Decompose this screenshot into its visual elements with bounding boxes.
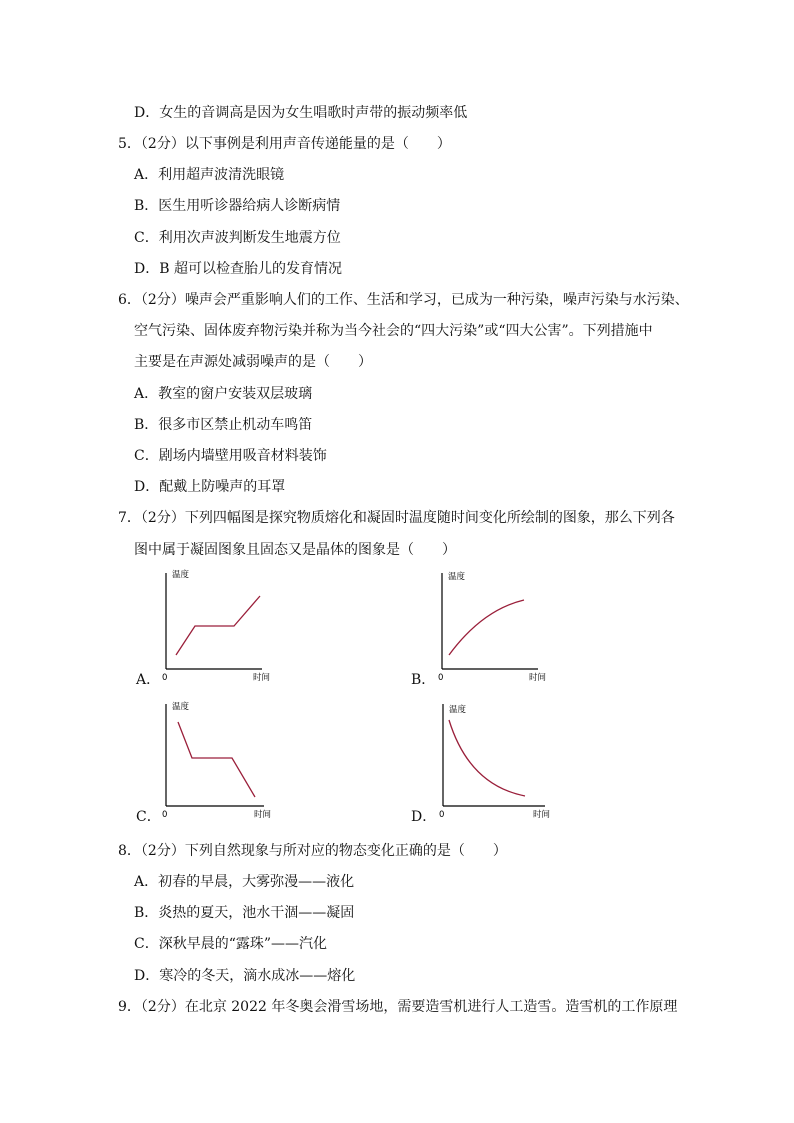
q4-option-d: D．女生的音调高是因为女生唱歌时声带的振动频率低 bbox=[134, 105, 468, 121]
q8-option-b: B．炎热的夏天，池水干涸——凝固 bbox=[134, 905, 355, 921]
q8-option-d: D．寒冷的冬天，滴水成冰——熔化 bbox=[134, 968, 356, 984]
y-axis-label: 温度 bbox=[172, 702, 190, 712]
q8-option-a: A．初春的早晨，大雾弥漫——液化 bbox=[134, 874, 355, 890]
x-axis-label: 时间 bbox=[533, 810, 551, 820]
curve-falling bbox=[449, 720, 525, 796]
q7-graph-c bbox=[150, 700, 270, 820]
q6-option-d: D．配戴上防噪声的耳罩 bbox=[134, 479, 286, 495]
q9-stem: 9．（2分）在北京 2022 年冬奥会滑雪场地，需要造雪机进行人工造雪。造雪机的工作原理 bbox=[118, 999, 678, 1015]
q7-graph-b bbox=[427, 565, 547, 685]
x-axis-label: 时间 bbox=[254, 810, 272, 820]
q7-option-b-label: B． bbox=[411, 672, 436, 688]
x-axis-label: 时间 bbox=[253, 673, 271, 683]
origin-label: 0 bbox=[162, 810, 168, 820]
q7-option-a-label: A． bbox=[136, 672, 161, 688]
q5-option-c: C．利用次声波判断发生地震方位 bbox=[134, 230, 341, 246]
curve-melting bbox=[176, 596, 260, 655]
origin-label: 0 bbox=[439, 810, 445, 820]
q6-option-b: B．很多市区禁止机动车鸣笛 bbox=[134, 417, 313, 433]
q5-option-b: B．医生用听诊器给病人诊断病情 bbox=[134, 198, 341, 214]
origin-label: 0 bbox=[162, 673, 168, 683]
q8-stem: 8．（2分）下列自然现象与所对应的物态变化正确的是（ ） bbox=[118, 843, 507, 859]
q7-option-c-label: C． bbox=[136, 809, 161, 825]
q5-option-a: A．利用超声波清洗眼镜 bbox=[134, 167, 285, 183]
q7-graph-d bbox=[427, 700, 551, 820]
curve-rising bbox=[449, 600, 524, 655]
y-axis-label: 温度 bbox=[448, 572, 466, 582]
q6-stem-line2: 空气污染、固体废弃物污染并称为当今社会的“四大污染”或“四大公害”。下列措施中 bbox=[134, 323, 653, 339]
origin-label: 0 bbox=[438, 673, 444, 683]
q7-stem-line2: 图中属于凝固图象且固态又是晶体的图象是（ ） bbox=[134, 542, 456, 558]
q5-option-d: D．B 超可以检查胎儿的发育情况 bbox=[134, 261, 342, 277]
q7-option-d-label: D． bbox=[411, 809, 437, 825]
q7-stem-line1: 7．（2分）下列四幅图是探究物质熔化和凝固时温度随时间变化所绘制的图象，那么下列各 bbox=[118, 510, 675, 526]
q5-stem: 5．（2分）以下事例是利用声音传递能量的是（ ） bbox=[118, 136, 451, 152]
q6-option-c: C．剧场内墙壁用吸音材料装饰 bbox=[134, 448, 327, 464]
y-axis-label: 温度 bbox=[172, 570, 190, 580]
x-axis-label: 时间 bbox=[529, 673, 547, 683]
q8-option-c: C．深秋早晨的“露珠”——汽化 bbox=[134, 936, 328, 952]
q7-graph-a bbox=[150, 565, 270, 685]
q6-stem-line1: 6．（2分）噪声会严重影响人们的工作、生活和学习，已成为一种污染，噪声污染与水污染、 bbox=[118, 292, 689, 308]
q6-option-a: A．教室的窗户安装双层玻璃 bbox=[134, 386, 313, 402]
y-axis-label: 温度 bbox=[449, 705, 467, 715]
curve-solidifying bbox=[178, 722, 255, 797]
q6-stem-line3: 主要是在声源处减弱噪声的是（ ） bbox=[134, 354, 372, 370]
